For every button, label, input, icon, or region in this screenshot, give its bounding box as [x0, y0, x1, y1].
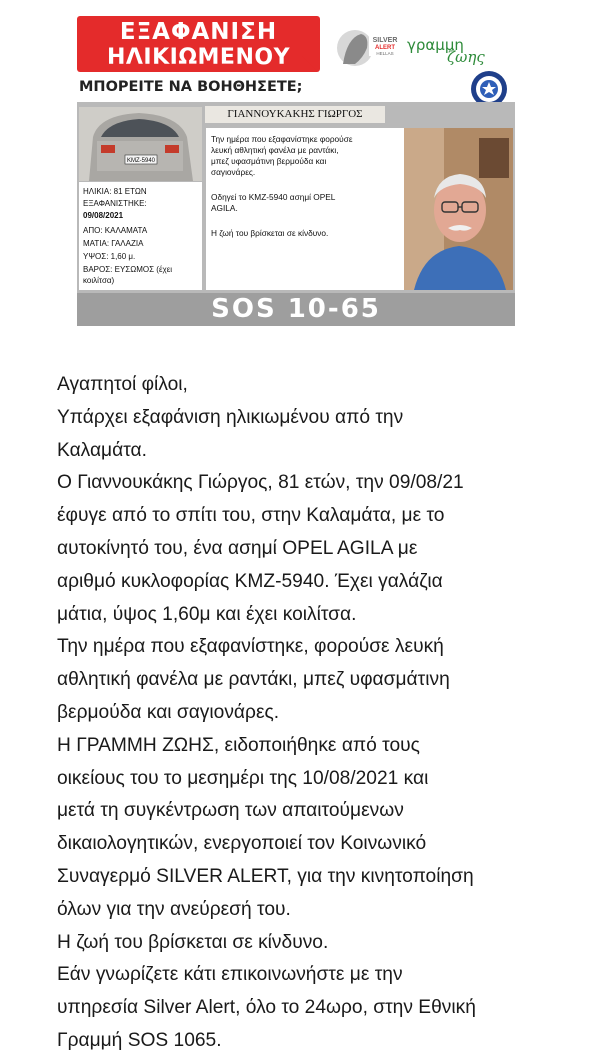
- article-line: υπηρεσία Silver Alert, όλο το 24ωρο, στην Εθνική: [57, 997, 476, 1019]
- article-line: έφυγε από το σπίτι του, στην Καλαμάτα, με το: [57, 505, 445, 527]
- article-line: Υπάρχει εξαφάνιση ηλικιωμένου από την: [57, 406, 404, 428]
- car-plate: KMZ-5940: [126, 158, 156, 164]
- car-photo: [79, 107, 202, 181]
- grammi-zois-logo-text: γραμμη: [407, 36, 464, 54]
- poster-subtitle: ΜΠΟΡΕΙΤΕ ΝΑ ΒΟΗΘΗΣΕΤΕ;: [79, 79, 303, 95]
- title-speech-tail: [302, 56, 316, 70]
- detail-disappeared-date: 09/08/2021: [83, 211, 124, 220]
- person-illustration: [404, 128, 513, 290]
- detail-age: ΗΛΙΚΙΑ: 81 ΕΤΩΝ: [83, 187, 147, 196]
- article-line: αθλητική φανέλα με ραντάκι, μπεζ υφασμάτινη: [57, 669, 450, 691]
- article-line: Την ημέρα που εξαφανίστηκε, φορούσε λευκή: [57, 636, 444, 658]
- article-line: Συναγερμό SILVER ALERT, για την κινητοποίηση: [57, 865, 474, 887]
- article-line: Εάν γνωρίζετε κάτι επικοινωνήστε με την: [57, 964, 403, 986]
- car-illustration: [79, 107, 202, 181]
- grammi-zois-logo-script: ζωης: [447, 48, 485, 66]
- detail-from: ΑΠΟ: ΚΑΛΑΜΑΤΑ: [83, 226, 148, 235]
- article-line: Γραμμή SOS 1065.: [57, 1029, 222, 1051]
- article-line: όλων για την ανεύρεσή του.: [57, 898, 291, 920]
- svg-text:ALERT: ALERT: [375, 45, 395, 51]
- missing-person-poster: [77, 14, 515, 326]
- article-line: Η ΓΡΑΜΜΗ ΖΩΗΣ, ειδοποιήθηκε από τους: [57, 734, 420, 756]
- article-line: Καλαμάτα.: [57, 439, 147, 461]
- details-box: [79, 182, 202, 290]
- description-line: AGILA.: [211, 203, 238, 213]
- svg-text:SILVER: SILVER: [372, 37, 398, 44]
- description-line: μπεζ υφασμάτινη βερμούδα και: [211, 156, 327, 166]
- description-box: [206, 128, 404, 290]
- article-line: μάτια, ύψος 1,60μ και έχει κοιλίτσα.: [57, 603, 357, 625]
- detail-height: ΥΨΟΣ: 1,60 μ.: [83, 252, 136, 261]
- detail-disappeared-label: ΕΞΑΦΑΝΙΣΤΗΚΕ:: [83, 199, 147, 208]
- poster-title-line2: ΗΛΙΚΙΩΜΕΝΟΥ: [106, 45, 291, 70]
- article-line: Ο Γιαννουκάκης Γιώργος, 81 ετών, την 09/08/21: [57, 472, 464, 494]
- article-line: αυτοκίνητό του, ένα ασημί OPEL AGILA με: [57, 537, 418, 559]
- description-line: Οδηγεί το KMZ-5940 ασημί OPEL: [211, 192, 336, 202]
- poster-title-box: [77, 16, 320, 72]
- article-line: οικείους του το μεσημέρι της 10/08/2021 και: [57, 767, 429, 789]
- detail-weight: ΒΑΡΟΣ: ΕΥΣΩΜΟΣ (έχει: [83, 265, 173, 274]
- person-photo: [404, 128, 513, 290]
- description-line: Η ζωή του βρίσκεται σε κίνδυνο.: [211, 228, 329, 238]
- article-line: αριθμό κυκλοφορίας KMZ-5940. Έχει γαλάζια: [57, 570, 443, 592]
- svg-text:HELLAS: HELLAS: [376, 51, 394, 56]
- silver-alert-logo: [333, 24, 403, 74]
- description-line: Την ημέρα που εξαφανίστηκε φορούσε: [211, 134, 353, 144]
- poster-title-line1: ΕΞΑΦΑΝΙΣΗ: [119, 19, 278, 45]
- article-line: δικαιολογητικών, ενεργοποιεί τον Κοινωνικό: [57, 833, 427, 855]
- article-line: βερμούδα και σαγιονάρες.: [57, 701, 280, 723]
- detail-weight-cont: κοιλίτσα): [83, 276, 115, 285]
- description-line: σαγιονάρες.: [211, 167, 256, 177]
- article-line: μετά τη συγκέντρωση των απαιτούμενων: [57, 800, 404, 822]
- article-line: Αγαπητοί φίλοι,: [57, 374, 188, 395]
- article-body: [57, 369, 597, 1058]
- person-name: ΓΙΑΝΝΟΥΚΑΚΗΣ ΓΙΩΡΓΟΣ: [205, 106, 385, 123]
- sos-label: SOS 10-65: [211, 294, 381, 324]
- description-line: λευκή αθλητική φανέλα με ραντάκι,: [211, 145, 339, 155]
- article-line: Η ζωή του βρίσκεται σε κίνδυνο.: [57, 931, 329, 953]
- detail-eyes: ΜΑΤΙΑ: ΓΑΛΑΖΙΑ: [83, 239, 144, 248]
